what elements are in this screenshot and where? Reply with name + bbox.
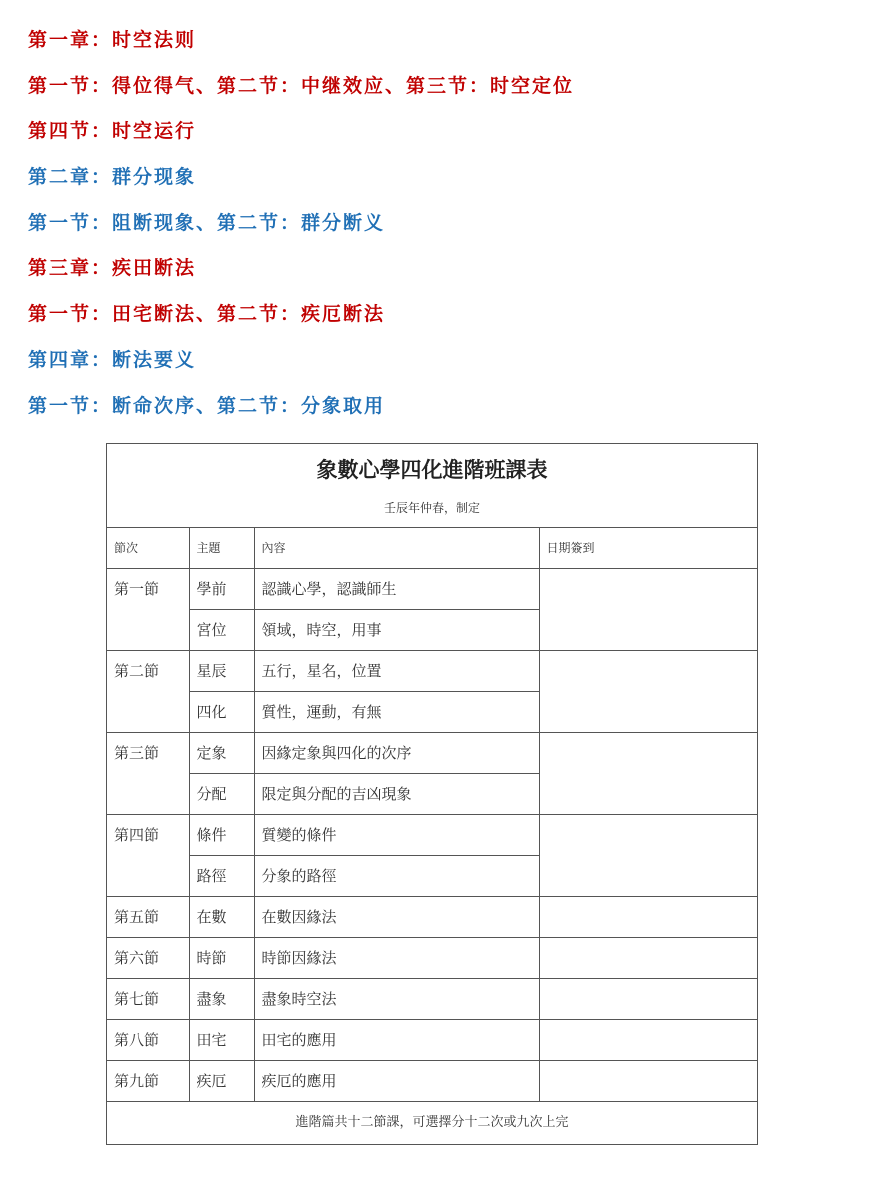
content-cell: 限定與分配的吉凶現象 bbox=[254, 773, 539, 814]
outline-line: 第三章：疾田断法 bbox=[28, 257, 197, 280]
content-cell: 疾厄的應用 bbox=[254, 1060, 539, 1101]
signin-cell bbox=[539, 691, 757, 732]
chapter-outline bbox=[28, 18, 868, 429]
session-cell bbox=[107, 691, 189, 732]
topic-cell: 四化 bbox=[189, 691, 254, 732]
content-cell: 盡象時空法 bbox=[254, 978, 539, 1019]
content-cell: 認識心學，認識師生 bbox=[254, 568, 539, 609]
outline-line: 第四节：时空运行 bbox=[28, 120, 197, 143]
table-header-row bbox=[107, 528, 757, 568]
outline-line: 第二章：群分现象 bbox=[28, 166, 197, 189]
content-cell: 因緣定象與四化的次序 bbox=[254, 732, 539, 773]
topic-cell: 盡象 bbox=[189, 978, 254, 1019]
session-cell: 第五節 bbox=[107, 896, 189, 937]
topic-cell: 星辰 bbox=[189, 650, 254, 691]
content-cell: 質變的條件 bbox=[254, 814, 539, 855]
signin-cell bbox=[539, 609, 757, 650]
topic-cell: 田宅 bbox=[189, 1019, 254, 1060]
content-cell: 田宅的應用 bbox=[254, 1019, 539, 1060]
table-row bbox=[107, 978, 757, 1019]
table-row bbox=[107, 732, 757, 773]
content-cell: 分象的路徑 bbox=[254, 855, 539, 896]
signin-cell bbox=[539, 896, 757, 937]
topic-cell: 疾厄 bbox=[189, 1060, 254, 1101]
table-row bbox=[107, 691, 757, 732]
topic-cell: 學前 bbox=[189, 568, 254, 609]
signin-cell bbox=[539, 855, 757, 896]
outline-line: 第一节：阻断现象、第二节：群分断义 bbox=[28, 211, 386, 234]
session-cell: 第九節 bbox=[107, 1060, 189, 1101]
topic-cell: 分配 bbox=[189, 773, 254, 814]
schedule-footer: 進階篇共十二節課，可選擇分十二次或九次上完 bbox=[107, 1101, 757, 1144]
schedule-title: 象數心學四化進階班課表 bbox=[316, 458, 548, 482]
topic-cell: 宮位 bbox=[189, 609, 254, 650]
column-header-signin: 日期簽到 bbox=[539, 528, 757, 568]
session-cell bbox=[107, 609, 189, 650]
session-cell: 第七節 bbox=[107, 978, 189, 1019]
signin-cell bbox=[539, 568, 757, 609]
content-cell: 質性，運動，有無 bbox=[254, 691, 539, 732]
topic-cell: 定象 bbox=[189, 732, 254, 773]
signin-cell bbox=[539, 937, 757, 978]
schedule-subtitle: 壬辰年仲春，制定 bbox=[383, 501, 480, 515]
outline-line: 第一节：得位得气、第二节：中继效应、第三节：时空定位 bbox=[28, 74, 575, 97]
signin-cell bbox=[539, 732, 757, 773]
course-schedule bbox=[106, 443, 758, 1145]
session-cell: 第三節 bbox=[107, 732, 189, 773]
column-header-session: 節次 bbox=[107, 528, 189, 568]
session-cell bbox=[107, 855, 189, 896]
table-row bbox=[107, 814, 757, 855]
table-row bbox=[107, 855, 757, 896]
table-row bbox=[107, 896, 757, 937]
table-row bbox=[107, 1060, 757, 1101]
schedule-header bbox=[107, 444, 757, 528]
content-cell: 時節因緣法 bbox=[254, 937, 539, 978]
schedule-table bbox=[107, 528, 757, 1101]
table-row bbox=[107, 568, 757, 609]
session-cell: 第八節 bbox=[107, 1019, 189, 1060]
signin-cell bbox=[539, 1019, 757, 1060]
topic-cell: 在數 bbox=[189, 896, 254, 937]
outline-line: 第四章：断法要义 bbox=[28, 348, 197, 371]
content-cell: 在數因緣法 bbox=[254, 896, 539, 937]
outline-line: 第一节：田宅断法、第二节：疾厄断法 bbox=[28, 303, 386, 326]
table-row bbox=[107, 937, 757, 978]
outline-line: 第一节：断命次序、第二节：分象取用 bbox=[28, 394, 386, 417]
session-cell: 第四節 bbox=[107, 814, 189, 855]
table-row bbox=[107, 650, 757, 691]
session-cell: 第二節 bbox=[107, 650, 189, 691]
table-row bbox=[107, 609, 757, 650]
signin-cell bbox=[539, 773, 757, 814]
column-header-topic: 主題 bbox=[189, 528, 254, 568]
content-cell: 領域，時空，用事 bbox=[254, 609, 539, 650]
signin-cell bbox=[539, 814, 757, 855]
content-cell: 五行，星名，位置 bbox=[254, 650, 539, 691]
signin-cell bbox=[539, 1060, 757, 1101]
outline-line: 第一章：时空法则 bbox=[28, 29, 197, 51]
table-row bbox=[107, 1019, 757, 1060]
topic-cell: 時節 bbox=[189, 937, 254, 978]
session-cell bbox=[107, 773, 189, 814]
signin-cell bbox=[539, 650, 757, 691]
topic-cell: 條件 bbox=[189, 814, 254, 855]
session-cell: 第一節 bbox=[107, 568, 189, 609]
signin-cell bbox=[539, 978, 757, 1019]
session-cell: 第六節 bbox=[107, 937, 189, 978]
topic-cell: 路徑 bbox=[189, 855, 254, 896]
table-row bbox=[107, 773, 757, 814]
column-header-content: 內容 bbox=[254, 528, 539, 568]
